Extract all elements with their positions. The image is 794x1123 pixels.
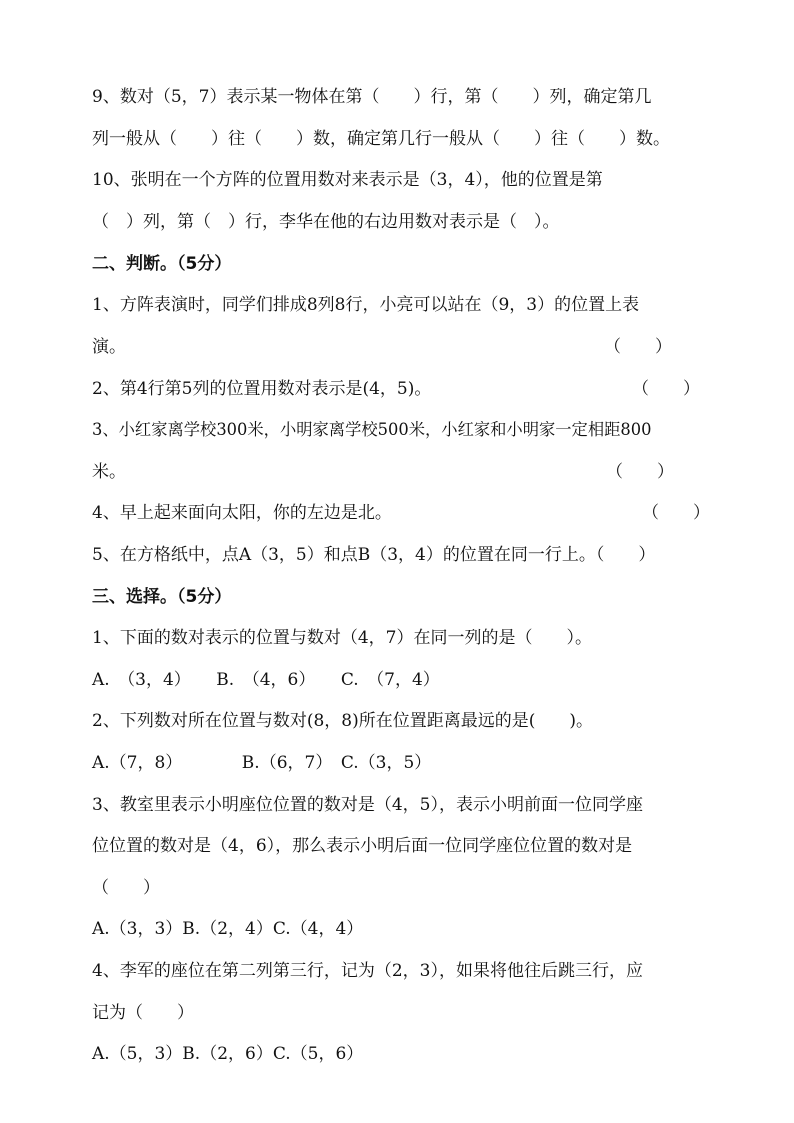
section-judgment-heading: 二、判断。（5分） [92, 254, 232, 274]
judge-5-line: 5、在方格纸中，点A（3，5）和点B（3，4）的位置在同一行上。（ ） [92, 545, 656, 565]
judge-2-answer-blank: （ ） [632, 379, 700, 399]
choice-3-line2: 位位置的数对是（4，6），那么表示小明后面一位同学座位位置的数对是 [92, 836, 633, 856]
choice-1-options: A. （3，4） B. （4，6） C. （7，4） [92, 670, 440, 690]
judge-3-line2: 米。 [92, 462, 126, 482]
q10-line2: （ ）列，第（ ）行，李华在他的右边用数对表示是（ ）。 [92, 212, 560, 232]
judge-2-line: 2、第4行第5列的位置用数对表示是(4，5)。 [92, 379, 432, 399]
choice-3-line3: （ ） [92, 878, 160, 898]
judge-3-answer-blank: （ ） [606, 462, 674, 482]
judge-1-answer-blank: （ ） [604, 337, 672, 357]
judge-1-line2: 演。 [92, 337, 126, 357]
choice-4-options: A.（5，3）B.（2，6）C.（5，6） [92, 1044, 364, 1064]
judge-3-line1: 3、小红家离学校300米，小明家离学校500米，小红家和小明家一定相距800 [92, 420, 652, 439]
q9-line1: 9、数对（5，7）表示某一物体在第（ ）行，第（ ）列，确定第几 [92, 87, 652, 107]
q9-line2: 列一般从（ ）往（ ）数，确定第几行一般从（ ）往（ ）数。 [92, 129, 670, 149]
judge-4-answer-blank: （ ） [642, 503, 710, 523]
section-choice-heading: 三、选择。（5分） [92, 587, 232, 607]
q10-line1: 10、张明在一个方阵的位置用数对来表示是（3，4），他的位置是第 [92, 170, 603, 190]
choice-4-line1: 4、李军的座位在第二列第三行，记为（2，3），如果将他往后跳三行，应 [92, 961, 643, 981]
choice-2-question: 2、下列数对所在位置与数对(8，8)所在位置距离最远的是( )。 [92, 711, 593, 731]
choice-1-question: 1、下面的数对表示的位置与数对（4，7）在同一列的是（ ）。 [92, 628, 592, 648]
choice-3-options: A.（3，3）B.（2，4）C.（4，4） [92, 919, 364, 939]
judge-4-line: 4、早上起来面向太阳，你的左边是北。 [92, 503, 392, 523]
choice-2-options: A.（7，8） B.（6，7） C.（3，5） [92, 753, 432, 773]
judge-1-line1: 1、方阵表演时，同学们排成8列8行，小亮可以站在（9，3）的位置上表 [92, 295, 640, 315]
choice-3-line1: 3、教室里表示小明座位位置的数对是（4，5），表示小明前面一位同学座 [92, 795, 643, 815]
choice-4-line2: 记为（ ） [92, 1003, 194, 1023]
